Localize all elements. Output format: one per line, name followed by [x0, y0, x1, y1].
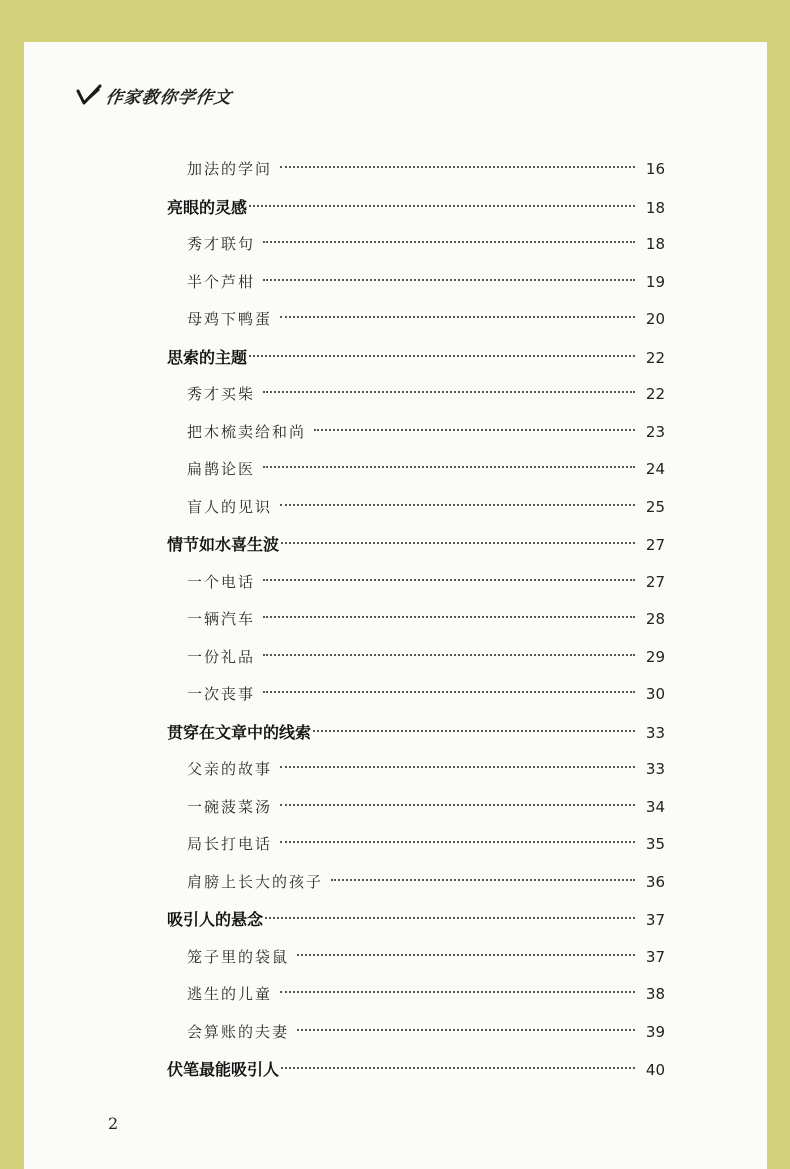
toc-entry-page: 34	[645, 797, 665, 816]
pen-check-icon	[76, 83, 102, 107]
toc-entry-page: 29	[645, 647, 665, 666]
toc-dot-leader	[314, 429, 635, 431]
toc-entry-page: 25	[645, 497, 665, 516]
toc-chapter-entry[interactable]	[167, 339, 665, 377]
toc-section-entry[interactable]	[167, 639, 665, 677]
toc-entry-page: 30	[645, 685, 665, 703]
toc-section-entry[interactable]	[167, 864, 665, 902]
toc-entry-page: 39	[645, 1022, 665, 1041]
toc-chapter-entry[interactable]	[167, 901, 665, 939]
toc-entry-page: 37	[645, 911, 665, 929]
toc-entry-page: 33	[645, 760, 665, 778]
page-number: 2	[108, 1114, 119, 1133]
toc-entry-title: 亮眼的灵感	[167, 197, 248, 217]
toc-entry-page: 28	[645, 610, 665, 628]
toc-dot-leader	[280, 316, 635, 318]
book-page	[24, 42, 767, 1169]
toc-section-entry[interactable]	[167, 151, 665, 189]
toc-entry-title: 盲人的见识	[187, 497, 273, 516]
toc-entry-page: 22	[645, 385, 665, 403]
toc-dot-leader	[281, 1067, 635, 1069]
toc-dot-leader	[249, 355, 635, 357]
toc-entry-title: 笼子里的袋鼠	[187, 947, 290, 966]
toc-section-entry[interactable]	[167, 564, 665, 602]
toc-section-entry[interactable]	[167, 264, 665, 302]
toc-section-entry[interactable]	[167, 489, 665, 527]
toc-section-entry[interactable]	[167, 601, 665, 639]
toc-dot-leader	[280, 166, 635, 168]
toc-entry-title: 逃生的儿童	[187, 985, 273, 1003]
toc-entry-page: 18	[645, 235, 665, 253]
toc-entry-page: 23	[645, 422, 665, 441]
toc-entry-page: 20	[645, 310, 665, 328]
toc-entry-title: 一辆汽车	[187, 610, 256, 628]
toc-dot-leader	[263, 241, 635, 243]
toc-entry-page: 38	[645, 985, 665, 1003]
toc-dot-leader	[263, 579, 635, 581]
toc-dot-leader	[331, 879, 635, 881]
toc-dot-leader	[263, 279, 635, 281]
toc-section-entry[interactable]	[167, 976, 665, 1014]
toc-entry-page: 24	[645, 460, 665, 478]
toc-entry-title: 伏笔最能吸引人	[167, 1060, 280, 1079]
toc-entry-page: 35	[645, 835, 665, 853]
toc-entry-title: 扁鹊论医	[187, 460, 256, 478]
toc-section-entry[interactable]	[167, 414, 665, 452]
toc-entry-page: 16	[645, 160, 665, 178]
toc-dot-leader	[265, 917, 635, 919]
toc-dot-leader	[263, 466, 635, 468]
toc-dot-leader	[263, 654, 635, 656]
toc-entry-title: 秀才联句	[187, 235, 256, 253]
toc-section-entry[interactable]	[167, 939, 665, 977]
toc-dot-leader	[297, 954, 635, 956]
toc-entry-page: 33	[645, 723, 665, 742]
toc-entry-title: 情节如水喜生波	[167, 535, 280, 554]
toc-entry-title: 思索的主题	[167, 347, 248, 367]
toc-section-entry[interactable]	[167, 376, 665, 414]
toc-section-entry[interactable]	[167, 451, 665, 489]
toc-dot-leader	[280, 766, 635, 768]
header-title: 作家教你学作文	[104, 87, 234, 108]
toc-chapter-entry[interactable]	[167, 1051, 665, 1089]
toc-section-entry[interactable]	[167, 751, 665, 789]
toc-entry-title: 半个芦柑	[187, 272, 256, 291]
toc-entry-title: 贯穿在文章中的线索	[167, 722, 312, 742]
toc-entry-title: 肩膀上长大的孩子	[187, 872, 324, 891]
toc-section-entry[interactable]	[167, 301, 665, 339]
toc-entry-title: 加法的学问	[187, 160, 273, 178]
toc-entry-title: 局长打电话	[187, 835, 273, 853]
toc-entry-page: 37	[645, 947, 665, 966]
toc-entry-title: 一次丧事	[187, 685, 256, 703]
toc-entry-page: 27	[645, 536, 665, 554]
toc-dot-leader	[249, 205, 635, 207]
toc-dot-leader	[280, 804, 635, 806]
toc-chapter-entry[interactable]	[167, 714, 665, 752]
toc-entry-title: 把木梳卖给和尚	[187, 422, 307, 441]
toc-dot-leader	[280, 991, 635, 993]
toc-dot-leader	[263, 691, 635, 693]
toc-entry-page: 19	[645, 272, 665, 291]
toc-chapter-entry[interactable]	[167, 189, 665, 227]
toc-entry-title: 秀才买柴	[187, 385, 256, 403]
toc-entry-title: 父亲的故事	[187, 760, 273, 778]
toc-chapter-entry[interactable]	[167, 526, 665, 564]
toc-dot-leader	[280, 841, 635, 843]
toc-entry-title: 吸引人的悬念	[167, 910, 264, 929]
running-header	[76, 80, 232, 110]
toc-section-entry[interactable]	[167, 226, 665, 264]
toc-section-entry[interactable]	[167, 676, 665, 714]
toc-dot-leader	[263, 391, 635, 393]
toc-entry-title: 一碗菠菜汤	[187, 797, 273, 816]
toc-entry-title: 一个电话	[187, 572, 256, 591]
toc-entry-page: 27	[645, 572, 665, 591]
toc-dot-leader	[297, 1029, 635, 1031]
toc-section-entry[interactable]	[167, 826, 665, 864]
table-of-contents	[167, 151, 665, 1089]
toc-entry-title: 一份礼品	[187, 647, 256, 666]
toc-entry-page: 40	[645, 1061, 665, 1079]
toc-entry-page: 18	[645, 198, 665, 217]
toc-section-entry[interactable]	[167, 789, 665, 827]
toc-section-entry[interactable]	[167, 1014, 665, 1052]
toc-dot-leader	[263, 616, 635, 618]
toc-dot-leader	[281, 542, 635, 544]
toc-entry-title: 母鸡下鸭蛋	[187, 310, 273, 328]
toc-entry-title: 会算账的夫妻	[187, 1022, 290, 1041]
toc-dot-leader	[280, 504, 635, 506]
toc-dot-leader	[313, 730, 635, 732]
toc-entry-page: 22	[645, 348, 665, 367]
toc-entry-page: 36	[645, 872, 665, 891]
